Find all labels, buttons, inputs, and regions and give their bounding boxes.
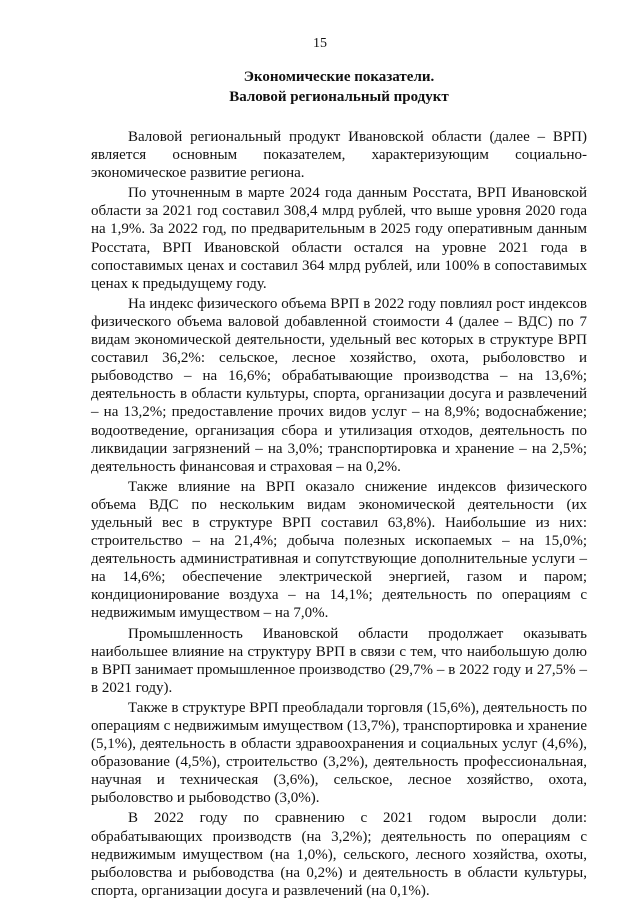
paragraph: На индекс физического объема ВРП в 2022 году повлиял рост индексов физического объема валовой добавленной стоимости 4 (далее – ВДС) по 7 видам экономической деятельности, удельный вес которых в структуре ВРП составил 36,2%: сельское, лесное хозяйство, охота, рыболовство и рыбоводство – на 16,6%; обрабатывающие производства – на 13,6%; деятельность в области культуры, спорта, организации досуга и развлечений – на 13,2%; предоставление прочих видов услуг – на 8,9%; водоснабжение; водоотведение, организация сбора и утилизация отходов, деятельность по ликвидации загрязнений – на 3,0%; транспортировка и хранение – на 2,5%; деятельность финансовая и страховая – на 0,2%. xyxy=(91,295,587,475)
section-heading xyxy=(91,67,587,107)
heading-line-1: Экономические показатели. xyxy=(243,69,435,85)
paragraph: Промышленность Ивановской области продолжает оказывать наибольшее влияние на структуру ВРП в связи с тем, что наибольшую долю в ВРП занимает промышленное производство (29,7% – в 2022 году и 27,5% – в 2021 году). xyxy=(91,625,587,696)
paragraph: В 2022 году по сравнению с 2021 годом выросли доли: обрабатывающих производств (на 3,2%); деятельность по операциям с недвижимым имуществом (на 1,0%), сельского, лесного хозяйства, охоты, рыболовства и рыбоводства (на 0,2%) и деятельность в области культуры, спорта, организации досуга и развлечений (на 0,1%). xyxy=(91,810,587,899)
page-number: 15 xyxy=(313,36,327,51)
paragraph: Также влияние на ВРП оказало снижение индексов физического объема ВДС по нескольким видам экономической деятельности (их удельный вес в структуре ВРП составил 63,8%). Наибольшие из них: строительство – на 21,4%; добыча полезных ископаемых – на 15,0%; деятельность административная и сопутствующие дополнительные услуги – на 14,6%; обеспечение электрической энергией, газом и паром; кондиционирование воздуха – на 14,1%; деятельность по операциям с недвижимым имуществом – на 7,0%. xyxy=(91,478,587,622)
paragraph: Валовой региональный продукт Ивановской области (далее – ВРП) является основным показателем, характеризующим социально-экономическое развитие региона. xyxy=(91,129,587,182)
heading-line-2: Валовой региональный продукт xyxy=(229,89,449,105)
paragraph: По уточненным в марте 2024 года данным Росстата, ВРП Ивановской области за 2021 год составил 308,4 млрд рублей, что выше уровня 2020 года на 1,9%. За 2022 год, по предварительным в 2025 году оперативным данным Росстата, ВРП Ивановской области остался на уровне 2021 года в сопоставимых ценах и составил 364 млрд рублей, или 100% в сопоставимых ценах к предыдущему году. xyxy=(91,185,587,292)
paragraph: Также в структуре ВРП преобладали торговля (15,6%), деятельность по операциям с недвижимым имуществом (13,7%), транспортировка и хранение (5,1%), деятельность в области здравоохранения и социальных услуг (4,6%), образование (4,5%), строительство (3,2%), деятельность профессиональная, научная и техническая (3,6%), сельское, лесное хозяйство, охота, рыболовство и рыбоводство (3,0%). xyxy=(91,699,587,807)
body-text xyxy=(91,128,587,902)
